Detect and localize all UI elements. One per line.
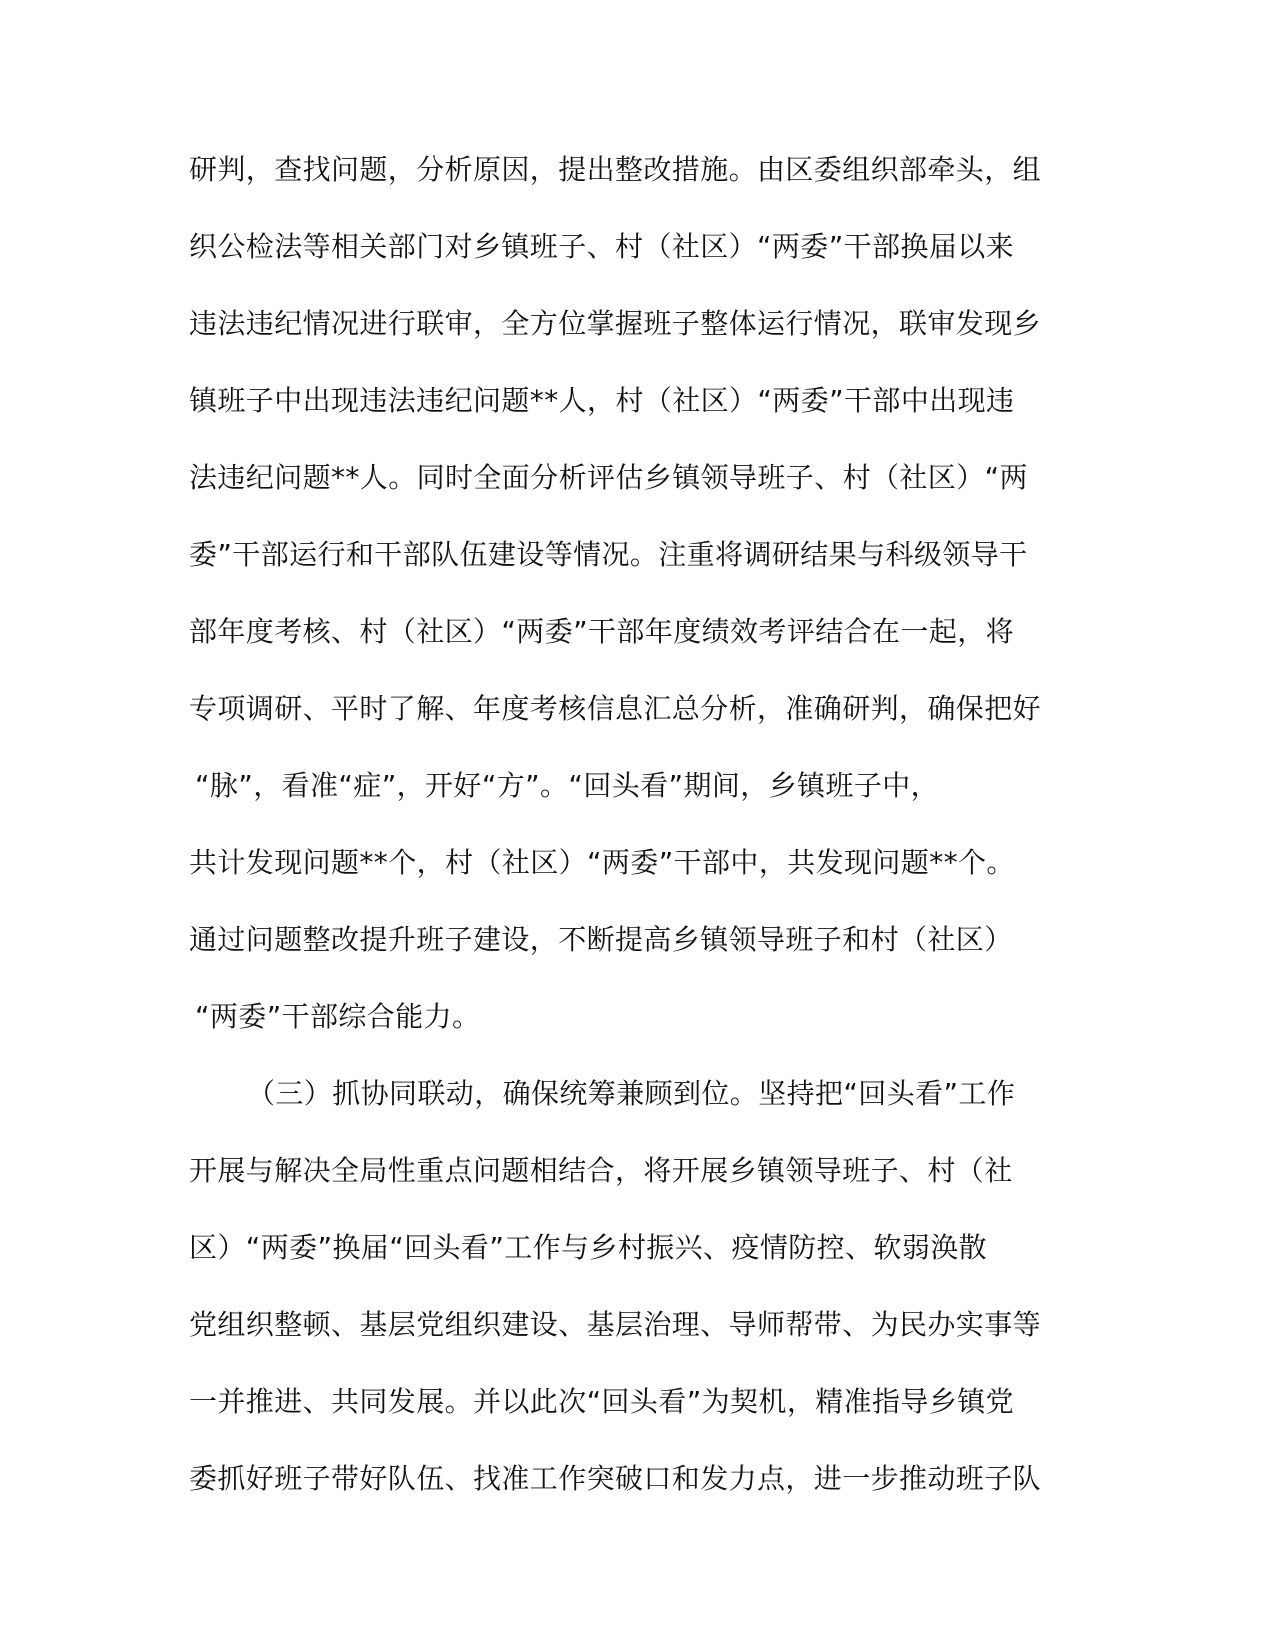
text-line: 党组织整顿、基层党组织建设、基层治理、导师帮带、为民办实事等 [189, 1308, 1042, 1341]
text-line: “两委”干部综合能力。 [195, 1000, 481, 1033]
paragraph-heading-line: （三）抓协同联动，确保统筹兼顾到位。坚持把“回头看”工作 [247, 1077, 1016, 1110]
text-line: 专项调研、平时了解、年度考核信息汇总分析，准确研判，确保把好 [189, 692, 1042, 725]
body-text [189, 140, 1069, 1526]
text-line: 部年度考核、村（社区）“两委”干部年度绩效考评结合在一起，将 [189, 615, 1015, 648]
text-line: 镇班子中出现违法违纪问题**人，村（社区）“两委”干部中出现违 [189, 384, 1015, 417]
text-line: 委”干部运行和干部队伍建设等情况。注重将调研结果与科级领导干 [189, 538, 1028, 571]
text-line: 法违纪问题**人。同时全面分析评估乡镇领导班子、村（社区）“两 [189, 461, 1028, 494]
text-line: 违法违纪情况进行联审，全方位掌握班子整体运行情况，联审发现乡 [189, 307, 1042, 340]
text-line: 委抓好班子带好队伍、找准工作突破口和发力点，进一步推动班子队 [189, 1462, 1042, 1495]
text-line: 研判，查找问题，分析原因，提出整改措施。由区委组织部牵头，组 [189, 153, 1042, 186]
text-line: 织公检法等相关部门对乡镇班子、村（社区）“两委”干部换届以来 [189, 230, 1015, 263]
text-line: 共计发现问题**个，村（社区）“两委”干部中，共发现问题**个。 [189, 846, 1015, 879]
text-line: 开展与解决全局性重点问题相结合，将开展乡镇领导班子、村（社 [189, 1154, 1013, 1187]
text-line: 一并推进、共同发展。并以此次“回头看”为契机，精准指导乡镇党 [189, 1385, 1015, 1418]
text-line: 通过问题整改提升班子建设，不断提高乡镇领导班子和村（社区） [189, 923, 1013, 956]
text-line: 区）“两委”换届“回头看”工作与乡村振兴、疫情防控、软弱涣散 [189, 1231, 988, 1264]
text-line: “脉”，看准“症”，开好“方”。“回头看”期间，乡镇班子中， [195, 769, 940, 802]
